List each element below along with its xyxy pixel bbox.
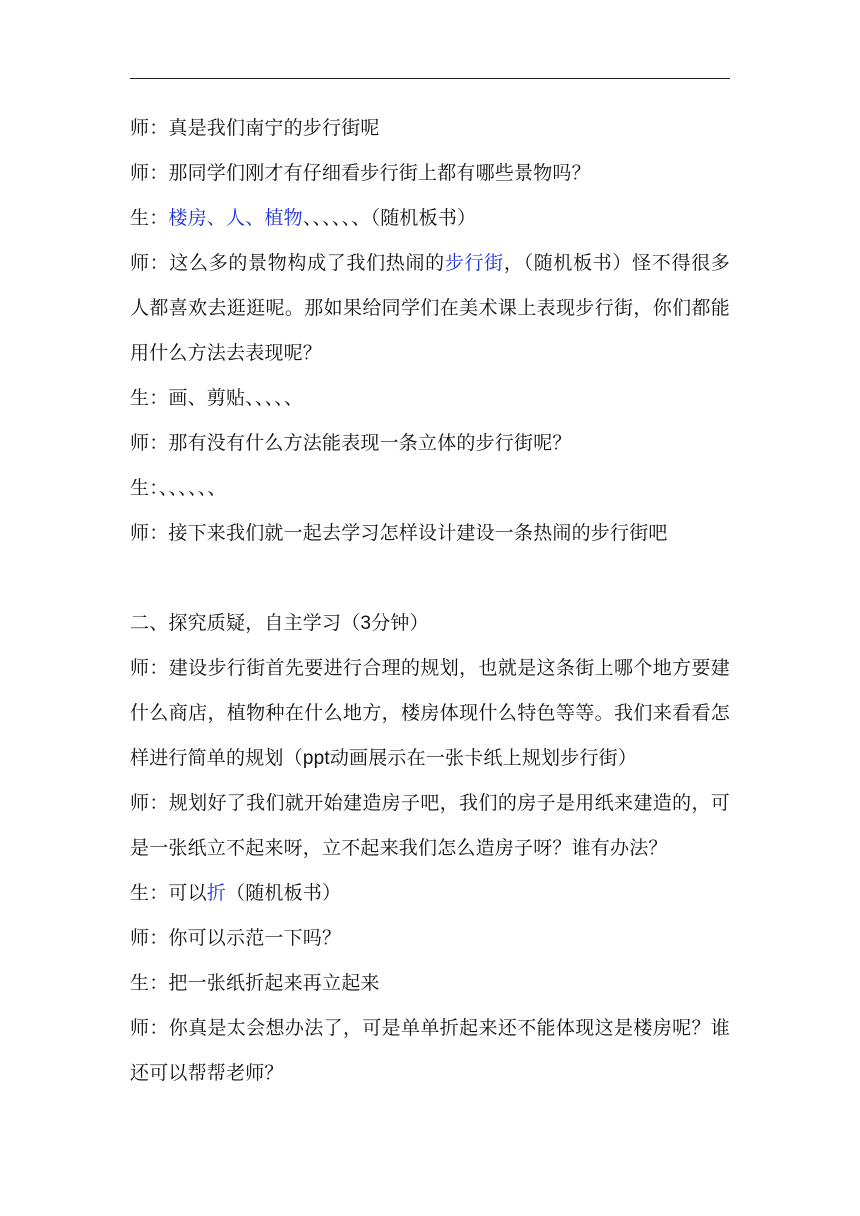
- line-text: 动画展示在一张卡纸上规划步行街）: [329, 747, 638, 769]
- document-body: [130, 106, 730, 1096]
- board-keyword: 步行街: [444, 252, 504, 274]
- line-text: ppt: [302, 748, 330, 769]
- line-text: （随机板书）: [226, 882, 342, 904]
- heading-number: 3: [360, 613, 372, 634]
- line-text: 师：建设步行街首先要进行合理的规划，也就是这条街上哪个地方要建什么商店，植物种在什么地方，楼房体现什么特色等等。我们来看看怎样进行简单的规划（: [130, 657, 730, 769]
- dialogue-line: 师：那同学们刚才有仔细看步行街上都有哪些景物吗？: [130, 162, 591, 184]
- heading-text: 二、探究质疑，自主学习（: [130, 612, 361, 634]
- line-text: ，（随机板书）怪不得很多人都喜欢去逛逛呢。那如果给同学们在美术课上表现步行街，你们都能用什么方法去表现呢？: [130, 252, 730, 364]
- line-text: 、、、、、、（随机板书）: [302, 207, 477, 229]
- dialogue-line: 师：接下来我们就一起去学习怎样设计建设一条热闹的步行街吧: [130, 522, 668, 544]
- line-text: 生：可以: [130, 882, 207, 904]
- header-rule: [130, 78, 730, 79]
- blank-line: [130, 556, 730, 601]
- dialogue-line: 师：你可以示范一下吗？: [130, 927, 342, 949]
- speaker-label: 生：: [130, 207, 169, 229]
- heading-text: 分钟）: [371, 612, 429, 634]
- dialogue-line: 师：真是我们南宁的步行街呢: [130, 117, 380, 139]
- dialogue-paragraph: [130, 646, 730, 781]
- board-keyword: 楼房、人、植物: [168, 207, 303, 229]
- line-text: 师：这么多的景物构成了我们热闹的: [130, 252, 445, 274]
- dialogue-line: [130, 871, 730, 916]
- dialogue-line: 生：把一张纸折起来再立起来: [130, 972, 380, 994]
- dialogue-line: 生：、、、、、、: [130, 477, 227, 499]
- dialogue-line: 师：那有没有什么方法能表现一条立体的步行街呢？: [130, 432, 572, 454]
- dialogue-paragraph: 师：规划好了我们就开始建造房子吧，我们的房子是用纸来建造的，可是一张纸立不起来呀，立不起来我们怎么造房子呀？谁有办法？: [130, 792, 730, 859]
- dialogue-line: 生：画、剪贴、、、、、: [130, 387, 304, 409]
- dialogue-paragraph: [130, 241, 730, 376]
- dialogue-line: [130, 196, 730, 241]
- dialogue-paragraph: 师：你真是太会想办法了，可是单单折起来还不能体现这是楼房呢？谁还可以帮帮老师？: [130, 1017, 730, 1084]
- section-heading: [130, 601, 730, 646]
- board-keyword: 折: [206, 882, 227, 904]
